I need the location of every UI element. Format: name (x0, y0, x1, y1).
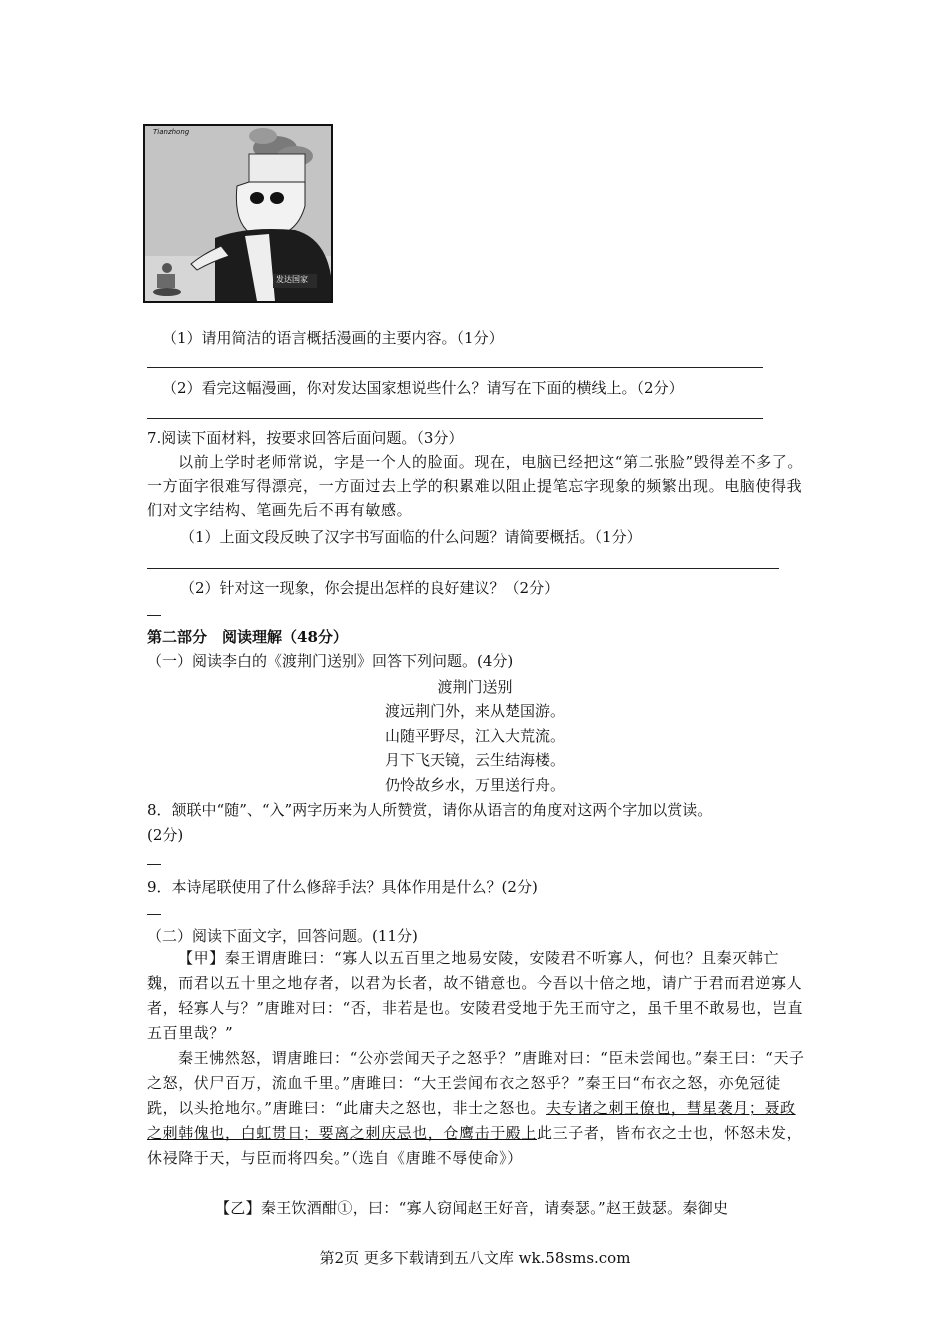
cartoon-image (143, 124, 333, 303)
q7-title: 7.阅读下面材料，按要求回答后面问题。（3分） (147, 429, 464, 447)
q7-passage: 以前上学时老师常说，字是一个人的脸面。现在，电脑已经把这“第二张脸”毁得差不多了。一方面字很难写得漂亮，一方面过去上学的积累难以阻止提笔忘字现象的频繁出现。电脑使得我们对文字结构、笔画先后不再有敏感。 (147, 453, 803, 519)
answer-line (147, 615, 161, 616)
answer-line (147, 418, 763, 419)
answer-line (147, 864, 161, 865)
poem-line: 渡远荆门外，来从楚国游。 (384, 702, 565, 720)
cartoon-caption: 发达国家 (276, 275, 308, 284)
q7-sub2: （2）针对这一现象，你会提出怎样的良好建议？（2分） (180, 579, 560, 597)
jia-paragraph-2 (147, 1046, 809, 1171)
q6-sub1: （1）请用简洁的语言概括漫画的主要内容。（1分） (162, 329, 504, 347)
jia-p2-underlined: 夫专诸之刺王僚也，彗星袭月；聂政之刺韩傀也，白虹贯日；要离之刺庆忌也，仓鹰击于殿上 (147, 1099, 796, 1142)
part2-heading: 第二部分 阅读理解（48分） (147, 628, 348, 646)
q8-line2: (2分) (147, 826, 184, 844)
poem-line: 月下飞天镜，云生结海楼。 (384, 751, 565, 769)
q8-line1: 8．颔联中“随”、“入”两字历来为人所赞赏，请你从语言的角度对这两个字加以赏读。 (147, 801, 713, 819)
yi-paragraph-1: 【乙】秦王饮酒酣①，曰：“寡人窃闻赵王好音，请奏瑟。”赵王鼓瑟。秦御史 (215, 1199, 729, 1217)
jia-p2-text-a: 秦王怫然怒，谓唐雎曰：“公亦尝闻天子之怒乎？”唐雎对曰：“臣未尝闻也。”秦王曰：“天子之怒，伏尸百万，流血千里。”唐雎曰：“大王尝闻布衣之怒乎？”秦王曰“布衣之怒，亦免冠徒跣，以头抢地尔。”唐雎曰：“此庸夫之怒也，非士之怒也。 (147, 1049, 805, 1117)
q6-sub2: （2）看完这幅漫画，你对发达国家想说些什么？请写在下面的横线上。（2分） (162, 379, 684, 397)
page-footer: 第2页 更多下载请到五八文库 wk.58sms.com (319, 1249, 631, 1267)
q7-sub1: （1）上面文段反映了汉字书写面临的什么问题？请简要概括。（1分） (180, 528, 642, 546)
q9-question: 9．本诗尾联使用了什么修辞手法？具体作用是什么？(2分) (147, 878, 538, 896)
answer-line (147, 367, 763, 368)
jia-paragraph-1: 【甲】秦王谓唐雎曰：“寡人以五百里之地易安陵，安陵君不听寡人，何也？且秦灭韩亡魏，而君以五十里之地存者，以君为长者，故不错意也。今吾以十倍之地，请广于君而君逆寡人者，轻寡人与？”唐雎对曰：“否，非若是也。安陵君受地于先王而守之，虽千里不敢易也，岂直五百里哉？” (147, 949, 804, 1042)
section1-intro: （一）阅读李白的《渡荆门送别》回答下列问题。(4分) (147, 652, 514, 670)
answer-line (147, 914, 161, 915)
poem-title: 渡荆门送别 (437, 678, 513, 696)
poem-line: 仍怜故乡水，万里送行舟。 (384, 776, 565, 794)
poem-line: 山随平野尽，江入大荒流。 (384, 727, 565, 745)
cartoon-signature: Tianzhong (153, 128, 190, 136)
jia-p2-text-b: 此三子者，皆布衣之士也，怀怒未发，休祲降于天，与臣而将四矣。”（选自《唐雎不辱使命》） (147, 1124, 803, 1167)
section2-intro: （二）阅读下面文字，回答问题。(11分) (147, 927, 418, 945)
answer-line (147, 568, 779, 569)
